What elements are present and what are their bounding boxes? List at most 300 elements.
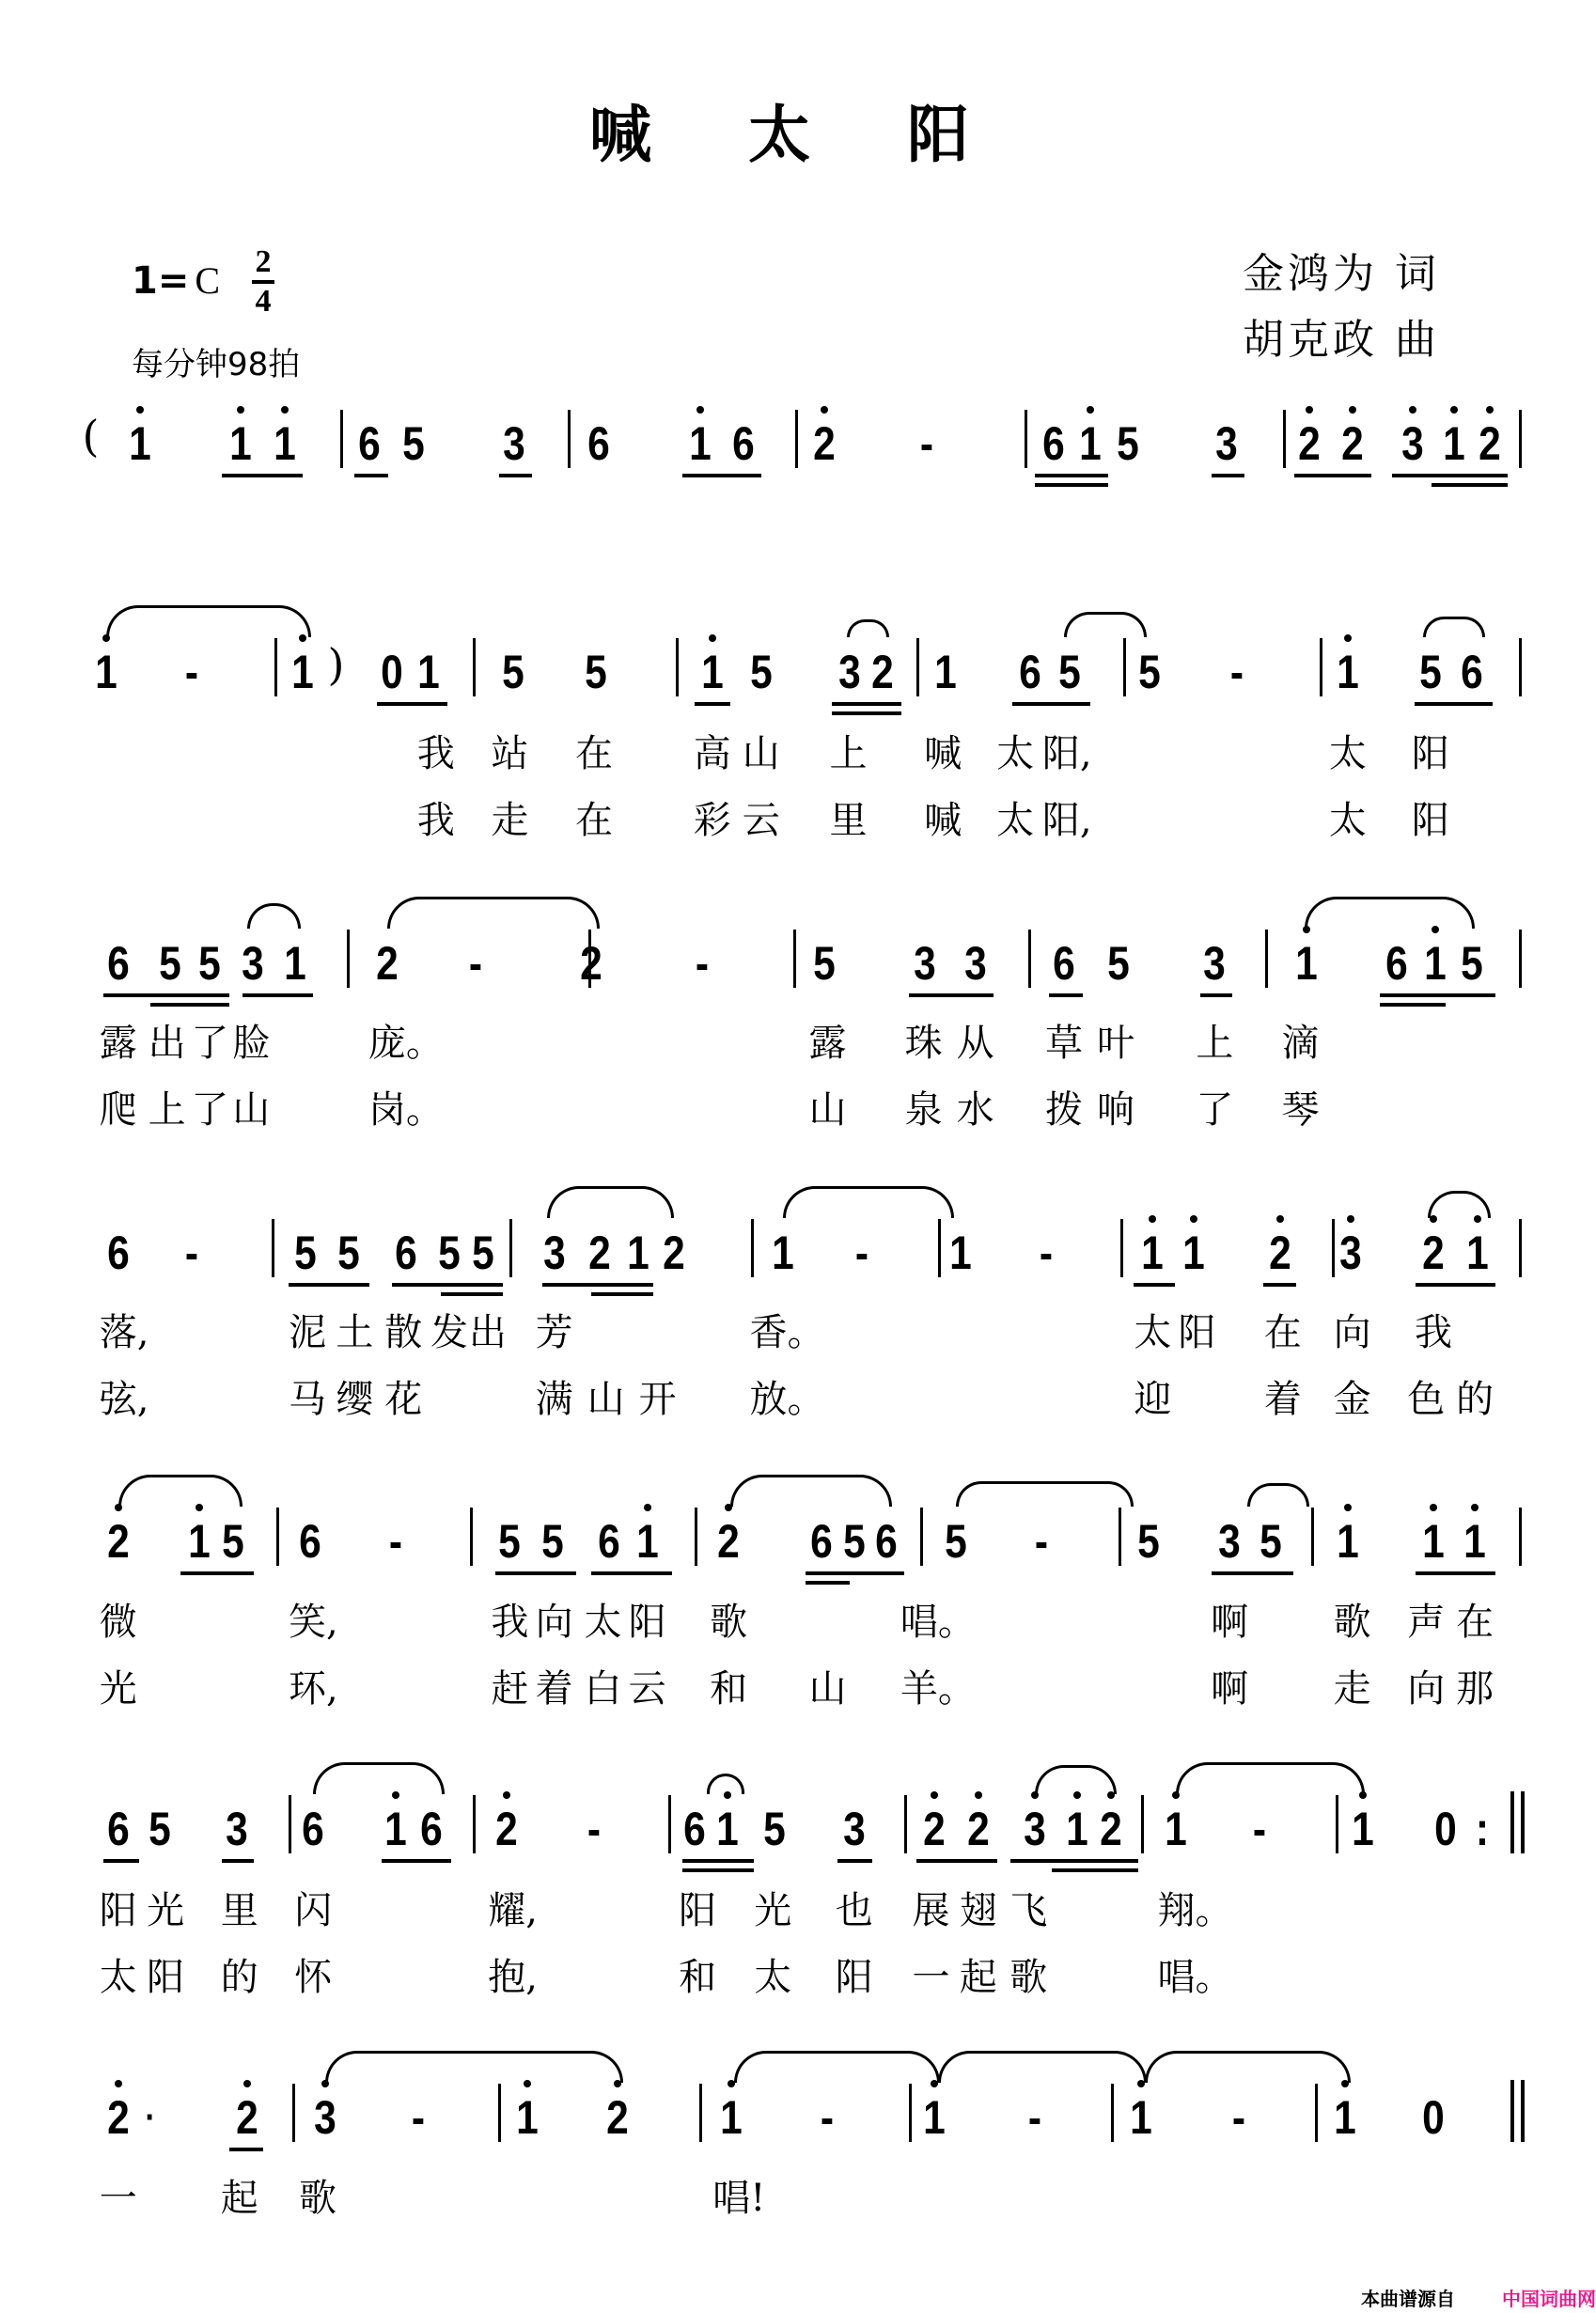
beat-underline <box>1432 483 1507 487</box>
lyric-syllable: 太 <box>996 731 1035 775</box>
lyric-syllable: 山 <box>808 1087 847 1132</box>
lyric-syllable: 露 <box>99 1021 137 1065</box>
repeat-parenthesis: ( <box>82 410 100 461</box>
lyric-syllable: 在 <box>1263 1311 1302 1355</box>
note: 2 <box>870 646 894 699</box>
note: 2 <box>106 2090 130 2144</box>
slur-tie <box>1064 612 1147 637</box>
note: 6 <box>731 416 755 470</box>
note: 2 <box>1478 416 1501 470</box>
barline <box>1283 410 1286 468</box>
slur-tie <box>547 1186 674 1218</box>
octave-dot-above <box>281 406 289 414</box>
lyricist-credit: 金鸿为 词 <box>1243 250 1440 298</box>
barline <box>1123 638 1126 696</box>
octave-dot-above <box>136 406 144 414</box>
note: 6 <box>299 1514 321 1568</box>
lyric-syllable: 香。 <box>749 1311 825 1355</box>
beat-underline <box>591 1571 672 1575</box>
note-extension-dash: - <box>1035 1514 1049 1568</box>
note-extension-dash: - <box>821 2090 835 2144</box>
beat-underline <box>682 474 760 477</box>
note: 3 <box>1339 1227 1362 1280</box>
slur-tie <box>1423 617 1485 637</box>
lyric-syllable: 阳 <box>147 1955 185 1999</box>
beat-underline <box>103 993 229 997</box>
key-note: C <box>195 259 221 302</box>
lyric-syllable: 闪 <box>294 1888 333 1932</box>
beat-underline <box>1380 993 1495 997</box>
note: 1 <box>720 2090 743 2144</box>
note: 3 <box>842 1803 866 1856</box>
note: 1 <box>1422 1514 1445 1568</box>
slur-tie <box>387 897 600 929</box>
note: 2 <box>717 1514 740 1568</box>
note: 5 <box>402 416 426 470</box>
note: 6 <box>1461 646 1483 699</box>
note: 2 <box>922 1803 946 1856</box>
barline <box>473 638 476 696</box>
note: 3 <box>1203 937 1227 991</box>
lyric-syllable: 了 <box>1196 1087 1234 1132</box>
note: 5 <box>337 1227 360 1280</box>
note: · <box>145 2096 157 2138</box>
note: 6 <box>810 1514 833 1568</box>
barline <box>793 930 796 988</box>
note: 5 <box>1419 646 1442 699</box>
lyric-syllable: 一 <box>99 2177 137 2221</box>
lyric-syllable: 落, <box>99 1311 149 1355</box>
note: 1 <box>1165 1803 1188 1856</box>
beat-underline <box>377 702 447 706</box>
octave-dot-above <box>237 406 244 414</box>
beat-underline <box>289 1283 369 1287</box>
octave-dot-above <box>1276 1215 1284 1223</box>
beat-underline <box>1200 993 1233 997</box>
slur-tie <box>707 1774 745 1794</box>
lyric-syllable: 阳 <box>628 1601 666 1645</box>
lyric-syllable: 歌 <box>1333 1601 1371 1645</box>
note: 5 <box>222 1514 245 1568</box>
note: 6 <box>597 1514 620 1568</box>
lyric-syllable: 的 <box>1456 1377 1494 1421</box>
note: 5 <box>148 1803 171 1856</box>
note: 1 <box>1443 416 1465 470</box>
lyric-syllable: 阳, <box>1041 731 1092 775</box>
beat-underline <box>1392 474 1508 477</box>
watermark-site-link[interactable]: 中国词曲网 <box>1502 2288 1596 2310</box>
barline <box>909 2084 912 2142</box>
slur-tie <box>783 1186 954 1218</box>
note: 1 <box>1333 2090 1356 2144</box>
beat-underline <box>542 1283 653 1287</box>
note: 6 <box>106 937 130 991</box>
note: 2 <box>235 2090 258 2144</box>
barline <box>1315 2084 1318 2142</box>
note: 1 <box>384 1803 408 1856</box>
beat-underline <box>354 474 388 477</box>
barline <box>292 2084 295 2142</box>
lyric-syllable: 声 <box>1407 1601 1446 1645</box>
barline <box>1028 930 1031 988</box>
beat-underline <box>837 1859 871 1863</box>
barline <box>916 638 919 696</box>
beat-underline <box>1416 1571 1495 1575</box>
lyric-syllable: 着 <box>535 1667 573 1711</box>
lyric-syllable: 珠 <box>904 1021 943 1065</box>
lyric-syllable: 向 <box>1333 1311 1371 1355</box>
barline <box>1111 2084 1114 2142</box>
beat-underline <box>1263 1283 1296 1287</box>
note-extension-dash: - <box>1231 2090 1245 2144</box>
note-extension-dash: - <box>185 646 199 699</box>
octave-dot-above <box>644 1504 651 1511</box>
beat-underline <box>1035 483 1109 487</box>
lyric-syllable: 山 <box>587 1377 625 1421</box>
lyric-syllable: 露 <box>808 1021 847 1065</box>
lyric-syllable: 里 <box>829 798 868 842</box>
note: 5 <box>945 1514 968 1568</box>
note: 5 <box>1058 646 1082 699</box>
barline <box>668 1795 671 1853</box>
octave-dot-above <box>1344 634 1352 642</box>
note: 5 <box>749 646 773 699</box>
lyric-syllable: 在 <box>1456 1601 1494 1645</box>
note-extension-dash: - <box>587 1803 602 1856</box>
slur-tie <box>734 2051 939 2083</box>
note: 1 <box>516 2090 540 2144</box>
beat-underline <box>1380 1003 1445 1007</box>
lyric-syllable: 微 <box>99 1601 137 1645</box>
barline <box>1320 638 1322 696</box>
lyric-syllable: 高 <box>693 731 731 775</box>
barline <box>1519 1219 1522 1277</box>
lyric-syllable: 拨 <box>1045 1087 1083 1132</box>
note: 1 <box>1351 1803 1374 1856</box>
slur-tie <box>1145 2051 1350 2083</box>
slur-tie <box>1428 1191 1491 1218</box>
barline <box>470 1508 473 1566</box>
lyric-syllable: 色 <box>1407 1377 1446 1421</box>
lyric-syllable: 满 <box>535 1377 573 1421</box>
note: 5 <box>1260 1514 1282 1568</box>
beat-underline <box>1012 702 1090 706</box>
lyric-syllable: 庞。 <box>368 1021 444 1065</box>
note-extension-dash: - <box>1252 1803 1266 1856</box>
beat-underline <box>229 2148 263 2151</box>
lyric-syllable: 喊 <box>924 731 962 775</box>
slur-tie <box>313 1762 445 1794</box>
lyric-syllable: 琴 <box>1281 1087 1320 1132</box>
lyric-syllable: 马 <box>289 1377 327 1421</box>
lyric-syllable: 我 <box>416 731 455 775</box>
note: 2 <box>606 2090 630 2144</box>
lyric-syllable: 上 <box>148 1087 186 1132</box>
beat-underline <box>1035 474 1109 477</box>
lyric-syllable: 放。 <box>749 1377 825 1421</box>
note: 5 <box>498 1514 522 1568</box>
beat-underline <box>1212 1571 1292 1575</box>
note: 1 <box>1141 1227 1165 1280</box>
barline <box>1141 1795 1144 1853</box>
barline <box>676 638 679 696</box>
note: 6 <box>875 1514 899 1568</box>
note: 5 <box>1138 646 1162 699</box>
octave-dot-above <box>1450 406 1458 414</box>
note: 1 <box>922 2090 946 2144</box>
lyric-syllable: 光 <box>147 1888 185 1932</box>
note: 1 <box>291 646 315 699</box>
lyric-syllable: 唱。 <box>900 1601 976 1645</box>
lyric-syllable: 散 <box>384 1311 423 1355</box>
note: 5 <box>158 937 181 991</box>
note: 5 <box>1461 937 1483 991</box>
key-signature <box>132 258 220 303</box>
lyric-syllable: 在 <box>575 731 614 775</box>
beat-underline <box>382 1859 451 1863</box>
note: 6 <box>683 1803 706 1856</box>
lyric-syllable: 唱! <box>712 2177 766 2221</box>
lyric-syllable: 啊 <box>1211 1667 1249 1711</box>
lyric-syllable: 歌 <box>299 2177 337 2221</box>
lyric-syllable: 太 <box>1328 798 1367 842</box>
octave-dot-above <box>821 406 828 414</box>
note: 2 <box>1268 1227 1291 1280</box>
lyric-syllable: 啊 <box>1211 1601 1249 1645</box>
lyric-syllable: 阳, <box>1041 798 1092 842</box>
note: 1 <box>274 416 297 470</box>
barline <box>904 1795 907 1853</box>
octave-dot-above <box>243 2080 251 2087</box>
octave-dot-above <box>709 634 716 642</box>
lyric-syllable: 那 <box>1456 1667 1494 1711</box>
octave-dot-above <box>1190 1215 1197 1223</box>
note-extension-dash: - <box>1040 1227 1054 1280</box>
lyric-syllable: 彩 <box>693 798 731 842</box>
note: 3 <box>503 416 525 470</box>
note-extension-dash: - <box>854 1227 868 1280</box>
watermark-source-label: 本曲谱源自 <box>1361 2288 1455 2310</box>
note: 2 <box>495 1803 519 1856</box>
lyric-syllable: 歌 <box>1009 1955 1048 1999</box>
lyric-syllable: 上 <box>1196 1021 1234 1065</box>
note: 3 <box>1218 1514 1241 1568</box>
note: : <box>1475 1803 1490 1856</box>
note-extension-dash: - <box>919 416 933 470</box>
slur-tie <box>847 619 889 638</box>
lyric-syllable: 太 <box>1328 731 1367 775</box>
beat-underline <box>1294 474 1371 477</box>
note: 2 <box>106 1514 130 1568</box>
barline <box>695 1508 697 1566</box>
note: 5 <box>1107 937 1130 991</box>
lyric-syllable: 脸 <box>232 1021 271 1065</box>
barline <box>289 1795 291 1853</box>
double-barline <box>1521 2080 1525 2142</box>
lyric-syllable: 我 <box>1415 1311 1453 1355</box>
note-extension-dash: - <box>695 937 709 991</box>
slur-tie <box>730 1475 893 1507</box>
note: 1 <box>1129 2090 1152 2144</box>
note: 0 <box>1422 2090 1445 2144</box>
lyric-syllable: 赶 <box>491 1667 529 1711</box>
beat-underline <box>180 1571 255 1575</box>
note: 6 <box>1019 646 1041 699</box>
beat-underline <box>1415 702 1493 706</box>
note: 2 <box>1422 1227 1445 1280</box>
note: 1 <box>1295 937 1318 991</box>
note: 1 <box>949 1227 972 1280</box>
lyric-syllable: 太 <box>99 1955 137 1999</box>
barline <box>1120 1219 1123 1277</box>
barline <box>1332 1219 1335 1277</box>
lyric-syllable: 起 <box>220 2177 258 2221</box>
note: 6 <box>358 416 381 470</box>
lyric-syllable: 白 <box>584 1667 622 1711</box>
lyric-syllable: 走 <box>491 798 529 842</box>
note: 1 <box>229 416 253 470</box>
lyric-syllable: 笑, <box>289 1601 338 1645</box>
lyric-syllable: 翔。 <box>1157 1888 1233 1932</box>
lyric-syllable: 展 <box>912 1888 950 1932</box>
beat-underline <box>916 1859 997 1863</box>
note: 6 <box>587 416 610 470</box>
lyric-syllable: 歌 <box>710 1601 748 1645</box>
lyric-syllable: 滴 <box>1281 1021 1320 1065</box>
lyric-syllable: 里 <box>220 1888 258 1932</box>
note: 6 <box>1385 937 1408 991</box>
lyric-syllable: 我 <box>416 798 455 842</box>
beat-underline <box>591 1292 653 1296</box>
slur-tie <box>325 2051 623 2083</box>
lyric-syllable: 水 <box>956 1087 994 1132</box>
lyric-syllable: 山 <box>232 1087 271 1132</box>
lyric-syllable: 开 <box>638 1377 677 1421</box>
barline <box>699 2084 702 2142</box>
lyric-syllable: 光 <box>99 1667 137 1711</box>
barline <box>938 1219 941 1277</box>
beat-underline <box>499 474 532 477</box>
note: 3 <box>1215 416 1238 470</box>
lyric-syllable: 弦, <box>99 1377 149 1421</box>
note: 5 <box>294 1227 318 1280</box>
note: 2 <box>1340 416 1364 470</box>
beat-underline <box>495 1571 576 1575</box>
lyric-syllable: 抱, <box>488 1955 538 1999</box>
lyric-syllable: 云 <box>742 798 780 842</box>
barline <box>347 930 350 988</box>
note: 1 <box>635 1514 659 1568</box>
note: 6 <box>302 1803 325 1856</box>
barline <box>751 1219 754 1277</box>
lyric-syllable: 喊 <box>924 798 962 842</box>
barline <box>1311 1508 1314 1566</box>
barline <box>1519 930 1522 988</box>
lyric-syllable: 太 <box>584 1601 622 1645</box>
composer-credit: 胡克政 曲 <box>1243 316 1440 364</box>
octave-dot-above <box>503 1791 510 1799</box>
lyric-syllable: 羊。 <box>900 1667 976 1711</box>
beat-underline <box>682 1868 753 1872</box>
double-barline <box>1521 1791 1525 1853</box>
lyric-syllable: 站 <box>491 731 529 775</box>
beat-underline <box>1416 1283 1495 1287</box>
note: 1 <box>417 646 440 699</box>
barline <box>473 1795 476 1853</box>
lyric-syllable: 了 <box>191 1087 229 1132</box>
slur-tie <box>938 2051 1146 2083</box>
note: 1 <box>1463 1514 1486 1568</box>
beat-underline <box>832 702 901 706</box>
note: 1 <box>284 937 307 991</box>
lyric-syllable: 也 <box>835 1888 873 1932</box>
lyric-syllable: 了 <box>191 1021 229 1065</box>
note: 6 <box>106 1227 130 1280</box>
note: 1 <box>1066 1803 1088 1856</box>
octave-dot-above <box>696 406 704 414</box>
lyric-syllable: 唱。 <box>1157 1955 1233 1999</box>
barline <box>498 2084 501 2142</box>
lyric-syllable: 出 <box>148 1021 186 1065</box>
barline <box>1119 1508 1121 1566</box>
barline <box>1336 1795 1338 1853</box>
slur-tie <box>1247 1483 1309 1507</box>
note: 1 <box>715 1803 739 1856</box>
note: 6 <box>1053 937 1075 991</box>
lyric-syllable: 光 <box>754 1888 792 1932</box>
note-extension-dash: - <box>389 1514 403 1568</box>
lyric-syllable: 太 <box>754 1955 792 1999</box>
beat-underline <box>806 1571 904 1575</box>
slur-tie <box>956 1481 1133 1507</box>
lyric-syllable: 岗。 <box>368 1087 444 1132</box>
lyric-syllable: 响 <box>1097 1087 1135 1132</box>
lyric-syllable: 阳 <box>679 1888 717 1932</box>
note: 1 <box>1466 1227 1490 1280</box>
note-extension-dash: - <box>1027 2090 1041 2144</box>
note: 1 <box>1337 646 1359 699</box>
lyric-syllable: 走 <box>1333 1667 1371 1711</box>
barline <box>920 1508 923 1566</box>
note: 2 <box>966 1803 990 1856</box>
lyric-syllable: 泥 <box>289 1311 327 1355</box>
song-title: 喊 太 阳 <box>589 98 1007 171</box>
lyric-syllable: 阳 <box>835 1955 873 1999</box>
lyric-syllable: 缨 <box>336 1377 374 1421</box>
slur-tie <box>1035 1765 1118 1795</box>
lyric-syllable: 发 <box>430 1311 468 1355</box>
note-extension-dash: - <box>1229 646 1244 699</box>
note: 3 <box>914 937 937 991</box>
lyric-syllable: 耀, <box>488 1888 538 1932</box>
note: 2 <box>813 416 837 470</box>
note: 5 <box>438 1227 461 1280</box>
note: 3 <box>242 937 264 991</box>
note: 3 <box>542 1227 566 1280</box>
barline <box>1519 638 1522 696</box>
barline <box>1025 410 1027 468</box>
note: 2 <box>376 937 399 991</box>
note: 1 <box>934 646 958 699</box>
lyric-syllable: 土 <box>336 1311 374 1355</box>
slur-tie <box>1305 897 1475 929</box>
beat-underline <box>909 993 994 997</box>
note: 1 <box>700 646 724 699</box>
octave-dot-above <box>1306 406 1313 414</box>
lyric-syllable: 环, <box>289 1667 338 1711</box>
note: 1 <box>627 1227 650 1280</box>
note: 3 <box>1023 1803 1046 1856</box>
